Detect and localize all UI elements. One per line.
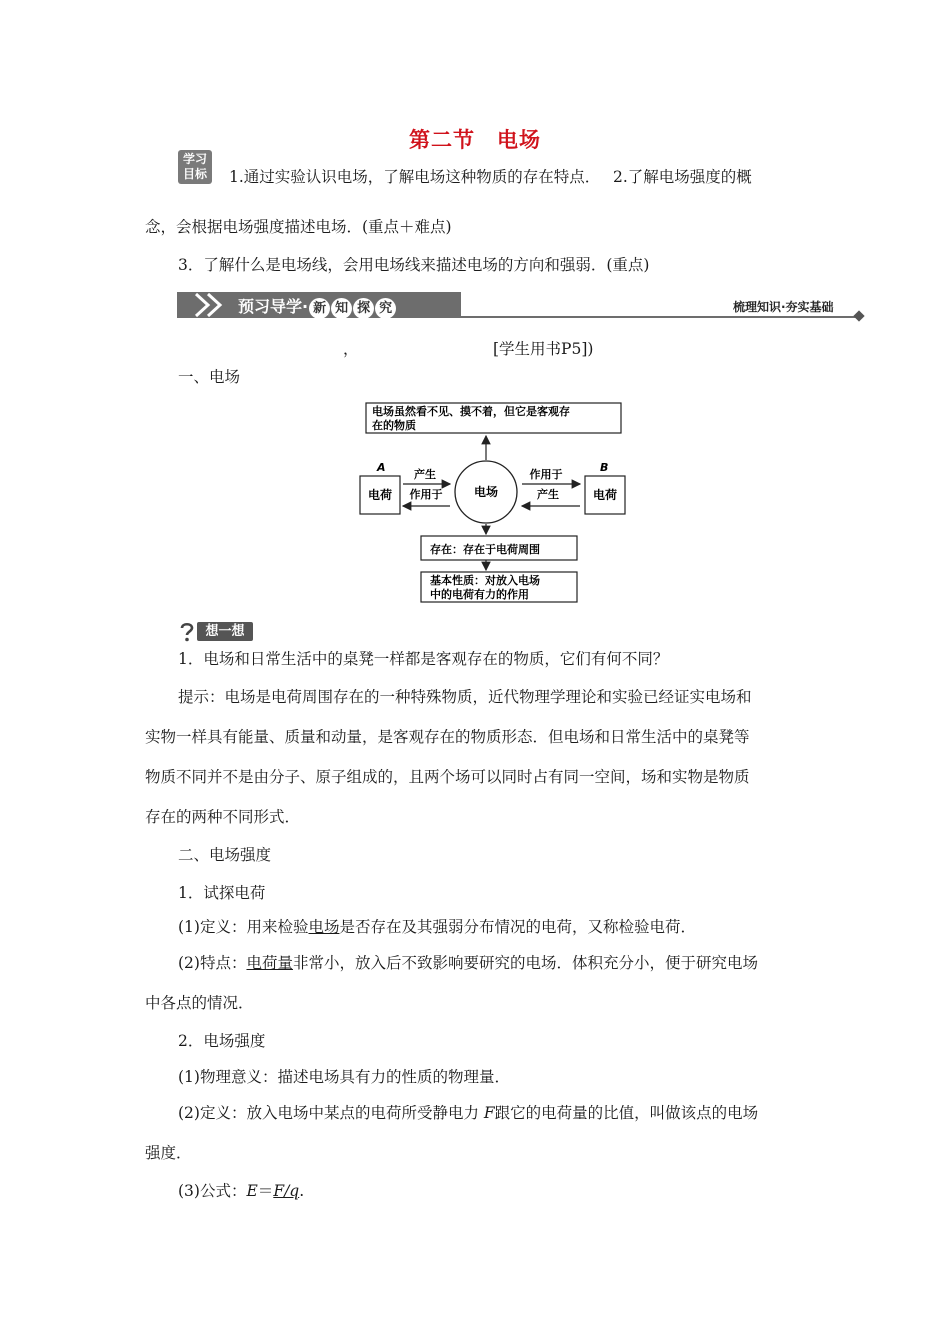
formula-e: E xyxy=(246,1182,258,1200)
right-charge-label: 电荷 xyxy=(592,488,618,502)
banner-word-1: 新 xyxy=(309,298,330,319)
left-bottom-arrow-label: 作用于 xyxy=(409,488,443,501)
def-prefix: (1)定义：用来检验 xyxy=(178,918,309,936)
formula-end: . xyxy=(299,1182,305,1200)
banner-prefix: 预习导学· xyxy=(238,297,309,316)
think-a1-line3: 物质不同并不是由分子、原子组成的，且两个场可以同时占有同一空间，场和实物是物质 xyxy=(145,768,750,786)
section2-heading: 二、电场强度 xyxy=(178,846,272,864)
feat-prefix: (2)特点： xyxy=(178,954,247,972)
def-suffix: 是否存在及其强弱分布情况的电荷，又称检验电荷． xyxy=(339,918,696,936)
electric-field-diagram xyxy=(350,398,640,608)
center-label: 电场 xyxy=(473,485,499,499)
banner-word-3: 探 xyxy=(353,298,374,319)
top-box-line2: 在的物质 xyxy=(372,419,416,432)
def2-line2: 强度． xyxy=(145,1144,192,1162)
left-charge-label: 电荷 xyxy=(367,488,393,502)
badge-line1: 学习 xyxy=(182,152,207,166)
objective-line3: 3．了解什么是电场线，会用电场线来描述电场的方向和强弱．(重点) xyxy=(178,256,650,274)
def-underline: 电场 xyxy=(308,918,340,936)
def2-var: F xyxy=(483,1104,495,1122)
feat-underline: 电荷量 xyxy=(246,954,293,972)
sub2-heading: 2．电场强度 xyxy=(178,1032,266,1050)
banner-title xyxy=(238,294,396,319)
field-strength-formula xyxy=(178,1180,304,1202)
think-a1-line1: 提示：电场是电荷周围存在的一种特殊物质，近代物理学理论和实验已经证实电场和 xyxy=(178,688,752,706)
badge-line2: 目标 xyxy=(182,167,207,181)
exist-box-label: 存在：存在于电荷周围 xyxy=(430,543,540,556)
label-a: A xyxy=(377,461,386,474)
question-icon xyxy=(178,622,196,642)
field-strength-definition xyxy=(178,1102,758,1124)
test-charge-feature xyxy=(178,952,758,974)
objectives-badge xyxy=(178,150,212,184)
formula-eq: ＝ xyxy=(257,1182,274,1200)
def2-suffix: 跟它的电荷量的比值，叫做该点的电场 xyxy=(494,1104,759,1122)
ref-book: [学生用书P5]) xyxy=(493,340,594,358)
right-top-arrow-label: 作用于 xyxy=(529,468,563,481)
think-label: 想一想 xyxy=(197,622,253,641)
right-bottom-arrow-label: 产生 xyxy=(537,488,559,501)
ref-comma: ， xyxy=(343,340,359,358)
sub1-heading: 1．试探电荷 xyxy=(178,884,266,902)
top-box-line1: 电场虽然看不见、摸不着，但它是客观存 xyxy=(372,405,570,418)
formula-underline: F/q xyxy=(273,1182,300,1200)
banner-chevron-icon xyxy=(192,292,232,318)
label-b: B xyxy=(600,461,609,474)
property-box-line2: 中的电荷有力的作用 xyxy=(430,588,529,601)
def2-prefix: (2)定义：放入电场中某点的电荷所受静电力 xyxy=(178,1104,484,1122)
test-charge-definition xyxy=(178,916,696,938)
objective-line2: 念，会根据电场强度描述电场．(重点＋难点) xyxy=(145,218,452,236)
property-box-line1: 基本性质：对放入电场 xyxy=(430,574,540,587)
think-q1: 1．电场和日常生活中的桌凳一样都是客观存在的物质，它们有何不同？ xyxy=(178,650,669,668)
banner-diamond-icon xyxy=(853,310,864,321)
think-a1-line4: 存在的两种不同形式． xyxy=(145,808,301,826)
formula-prefix: (3)公式： xyxy=(178,1182,247,1200)
feat-line2: 中各点的情况． xyxy=(145,994,254,1012)
page-title: 第二节 电场 xyxy=(409,127,541,152)
banner-word-2: 知 xyxy=(331,298,352,319)
objective-line1: 1.通过实验认识电场，了解电场这种物质的存在特点． 2.了解电场强度的概 xyxy=(229,168,752,186)
banner-right-text: 梳理知识·夯实基础 xyxy=(733,300,834,314)
think-a1-line2: 实物一样具有能量、质量和动量，是客观存在的物质形态．但电场和日常生活中的桌凳等 xyxy=(145,728,750,746)
banner-line xyxy=(461,316,859,318)
feat-suffix: 非常小，放入后不致影响要研究的电场．体积充分小，便于研究电场 xyxy=(292,954,758,972)
section1-heading: 一、电场 xyxy=(178,368,241,386)
banner-word-4: 究 xyxy=(375,298,396,319)
field-strength-meaning: (1)物理意义：描述电场具有力的性质的物理量． xyxy=(178,1068,510,1086)
left-top-arrow-label: 产生 xyxy=(414,468,436,481)
